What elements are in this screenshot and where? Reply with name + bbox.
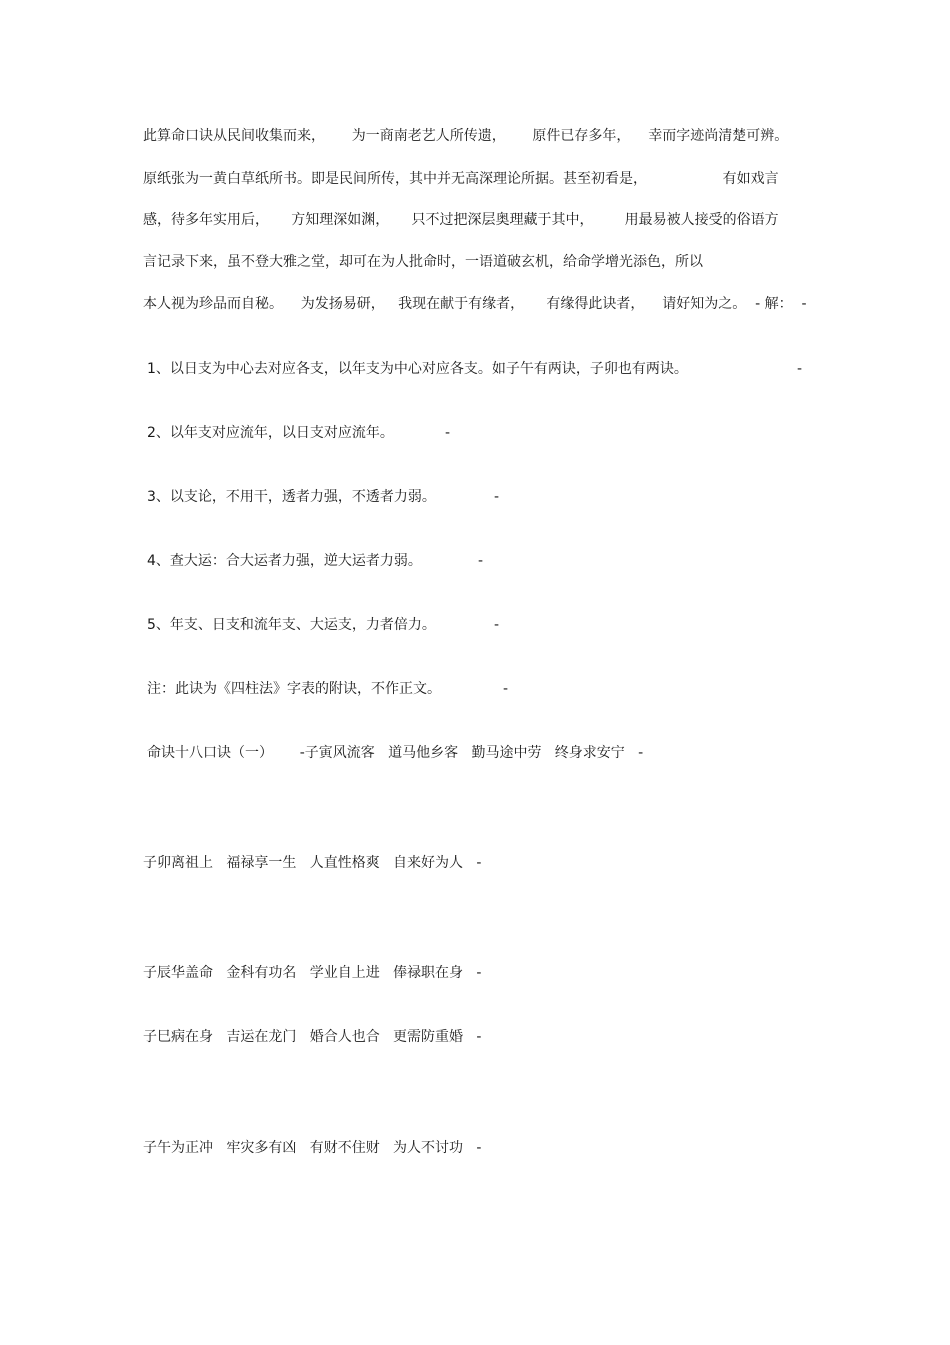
verse-2: 子辰华盖命 金科有功名 学业自上进 俸禄职在身 - xyxy=(143,965,482,981)
rule-3: 3、以支论，不用干，透者力强，不透者力弱。 xyxy=(147,489,436,505)
intro-line-5: 本人视为珍品而自秘。 为发扬易研， 我现在献于有缘者， 有缘得此诀者， 请好知为之。 - 解： - xyxy=(143,296,807,312)
note: 注：此诀为《四柱法》字表的附诀，不作正文。 xyxy=(147,681,441,697)
rule-2: 2、以年支对应流年，以日支对应流年。 xyxy=(147,425,394,441)
intro-line-1: 此算命口诀从民间收集而来， 为一商南老艺人所传遗， 原件已存多年， 幸而字迹尚清楚可辨。 xyxy=(143,128,789,144)
rule-1: 1、以日支为中心去对应各支，以年支为中心对应各支。如子午有两诀，子卯也有两诀。 xyxy=(147,361,688,377)
verse-1: 子卯离祖上 福禄享一生 人直性格爽 自来好为人 - xyxy=(143,855,482,871)
rule-2-dash: - xyxy=(445,425,451,441)
rule-4: 4、查大运：合大运者力强，逆大运者力弱。 xyxy=(147,553,422,569)
rule-3-dash: - xyxy=(494,489,500,505)
verse-heading: 命诀十八口诀（一） -子寅风流客 道马他乡客 勤马途中劳 终身求安宁 - xyxy=(147,745,644,761)
intro-line-3: 感，待多年实用后， 方知理深如渊， 只不过把深层奥理藏于其中， 用最易被人接受的俗语方 xyxy=(143,212,779,228)
rule-1-dash: - xyxy=(797,361,803,377)
intro-line-4: 言记录下来，虽不登大雅之堂，却可在为人批命时，一语道破玄机，给命学增光添色，所以 xyxy=(143,254,703,270)
rule-5: 5、年支、日支和流年支、大运支，力者倍力。 xyxy=(147,617,436,633)
note-dash: - xyxy=(503,681,509,697)
verse-4: 子午为正冲 牢灾多有凶 有财不住财 为人不讨功 - xyxy=(143,1140,482,1156)
verse-3: 子巳病在身 吉运在龙门 婚合人也合 更需防重婚 - xyxy=(143,1029,482,1045)
rule-4-dash: - xyxy=(478,553,484,569)
intro-line-2: 原纸张为一黄白草纸所书。即是民间所传，其中并无高深理论所据。甚至初看是， 有如戏言 xyxy=(143,171,779,187)
rule-5-dash: - xyxy=(494,617,500,633)
